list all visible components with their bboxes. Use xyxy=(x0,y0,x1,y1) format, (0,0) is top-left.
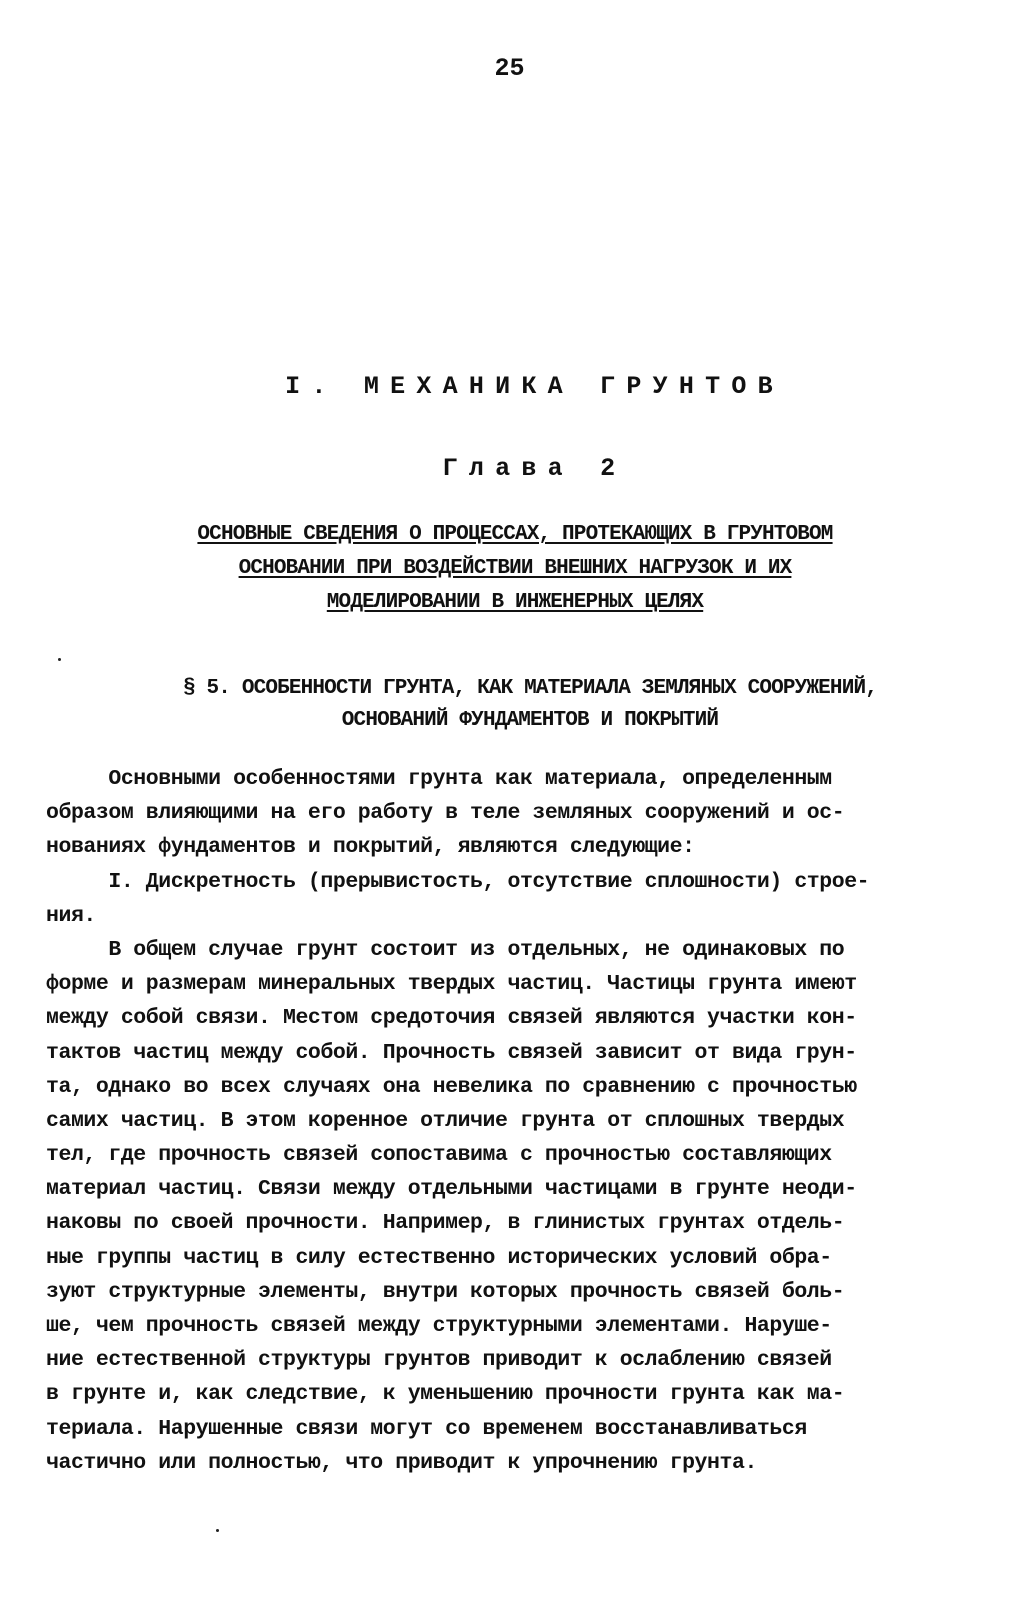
body-line: нованиях фундаментов и покрытий, являются следующие: xyxy=(46,835,695,860)
scan-speck xyxy=(216,1529,219,1532)
body-line: Основными особенностями грунта как материала, определенным xyxy=(46,767,832,791)
page-number: 25 xyxy=(494,54,525,83)
body-text xyxy=(46,762,964,1480)
scan-speck xyxy=(58,658,61,661)
body-line: В общем случае грунт состоит из отдельных, не одинаковых по xyxy=(46,937,845,962)
body-line: ные группы частиц в силу естественно исторических условий обра- xyxy=(46,1245,832,1270)
body-line: в грунте и, как следствие, к уменьшению прочности грунта как ма- xyxy=(46,1382,845,1407)
body-line: наковы по своей прочности. Например, в глинистых грунтах отдель- xyxy=(46,1211,845,1236)
body-line: материал частиц. Связи между отдельными частицами в грунте неоди- xyxy=(46,1177,857,1202)
body-line: тактов частиц между собой. Прочность связей зависит от вида грун- xyxy=(46,1040,857,1065)
body-line: ние естественной структуры грунтов приводит к ослаблению связей xyxy=(46,1348,832,1373)
section-title: § 5. ОСОБЕННОСТИ ГРУНТА, КАК МАТЕРИАЛА ЗЕМЛЯНЫХ СООРУЖЕНИЙ, ОСНОВАНИЙ ФУНДАМЕНТОВ И ПОКРЫТИЙ xyxy=(183,677,877,732)
body-line: форме и размерам минеральных твердых частиц. Частицы грунта имеют xyxy=(46,972,857,997)
body-line: териала. Нарушенные связи могут со временем восстанавливаться xyxy=(46,1416,807,1441)
body-line: образом влияющими на его работу в теле земляных сооружений и ос- xyxy=(46,801,845,826)
body-line: ния. xyxy=(46,903,96,928)
body-line: ше, чем прочность связей между структурными элементами. Наруше- xyxy=(46,1314,832,1338)
body-line: частично или полностью, что приводит к упрочнению грунта. xyxy=(46,1450,757,1475)
body-line: между собой связи. Местом средоточия связей являются участки кон- xyxy=(46,1006,857,1031)
chapter-title: Глава 2 xyxy=(442,454,627,483)
body-line: самих частиц. В этом коренное отличие грунта от сплошных твердых xyxy=(46,1108,845,1133)
body-line: та, однако во всех случаях она невелика по сравнению с прочностью xyxy=(46,1074,857,1099)
body-line: тел, где прочность связей сопоставима с прочностью составляющих xyxy=(46,1143,832,1168)
part-title: I. МЕХАНИКА ГРУНТОВ xyxy=(285,372,784,401)
chapter-subtitle: ОСНОВНЫЕ СВЕДЕНИЯ О ПРОЦЕССАХ, ПРОТЕКАЮЩИХ В ГРУНТОВОМ ОСНОВАНИИ ПРИ ВОЗДЕЙСТВИИ ВНЕШНИХ НАГРУЗОК И ИХ МОДЕЛИРОВАНИИ В ИНЖЕНЕРНЫХ ЦЕЛЯХ xyxy=(197,523,833,614)
body-line: зуют структурные элементы, внутри которых прочность связей боль- xyxy=(46,1279,845,1304)
body-line: I. Дискретность (прерывистость, отсутствие сплошности) строе- xyxy=(46,869,870,894)
